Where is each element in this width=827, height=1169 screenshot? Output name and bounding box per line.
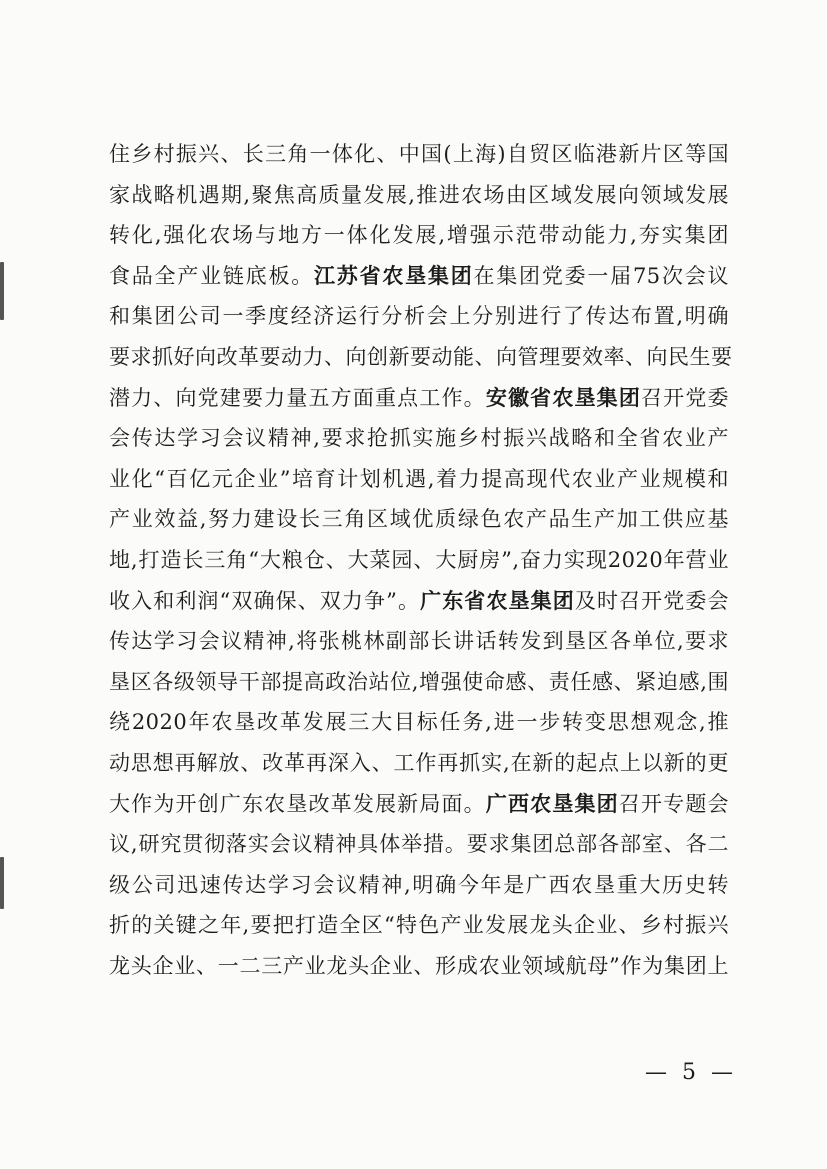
text-segment: 级公司迅速传达学习会议精神,明确今年是广西农垦重大历史转: [109, 872, 729, 897]
text-line: [109, 905, 729, 946]
text-segment: 龙头企业、一二三产业龙头企业、形成农业领域航母”作为集团上: [109, 953, 729, 978]
text-line: [109, 378, 729, 419]
text-segment: 潜力、向党建要力量五方面重点工作。: [109, 385, 486, 410]
text-segment: 绕2020年农垦改革发展三大目标任务,进一步转变思想观念,推: [109, 710, 729, 735]
text-segment: 收入和利润“双确保、双力争”。: [109, 588, 421, 613]
text-line: [109, 175, 729, 216]
text-line: [109, 581, 729, 622]
text-line: [109, 540, 729, 581]
body-text: [109, 134, 733, 986]
text-line: [109, 459, 729, 500]
text-line: [109, 824, 729, 865]
text-segment: 住乡村振兴、长三角一体化、中国(上海)自贸区临港新片区等国: [109, 142, 729, 166]
text-segment: 家战略机遇期,聚焦高质量发展,推进农场由区域发展向领域发展: [109, 182, 729, 207]
text-segment: 要求抓好向改革要动力、向创新要动能、向管理要效率、向民生要: [109, 344, 733, 369]
text-segment: 议,研究贯彻落实会议精神具体举措。要求集团总部各部室、各二: [109, 832, 729, 857]
text-line: [109, 784, 729, 825]
text-line: [109, 662, 729, 703]
text-line: [109, 256, 729, 297]
page-number: — 5 —: [645, 1060, 737, 1085]
text-segment: 传达学习会议精神,将张桃林副部长讲话转发到垦区各单位,要求: [109, 629, 729, 654]
text-segment: 和集团公司一季度经济运行分析会上分别进行了传达布置,明确: [109, 304, 729, 329]
organization-name: 江苏省农垦集团: [314, 263, 474, 288]
organization-name: 广西农垦集团: [485, 791, 619, 816]
text-segment: 业化“百亿元企业”培育计划机遇,着力提高现代农业产业规模和: [109, 466, 729, 491]
text-segment: 折的关键之年,要把打造全区“特色产业发展龙头企业、乡村振兴: [109, 913, 729, 938]
organization-name: 广东省农垦集团: [420, 588, 575, 613]
text-segment: 及时召开党委会: [574, 588, 730, 613]
text-segment: 会传达学习会议精神,要求抢抓实施乡村振兴战略和全省农业产: [109, 426, 729, 451]
text-segment: 垦区各级领导干部提高政治站位,增强使命感、责任感、紧迫感,围: [109, 669, 729, 694]
text-segment: 地,打造长三角“大粮仓、大菜园、大厨房”,奋力实现2020年营业: [109, 547, 729, 572]
text-line: [109, 418, 729, 459]
text-line: [109, 499, 729, 540]
text-segment: 转化,强化农场与地方一体化发展,增强示范带动能力,夯实集团: [109, 223, 729, 248]
text-line: [109, 296, 729, 337]
text-line: [109, 621, 729, 662]
text-segment: 产业效益,努力建设长三角区域优质绿色农产品生产加工供应基: [109, 507, 729, 532]
text-segment: 召开党委: [641, 385, 730, 410]
binding-mark-top: [0, 262, 4, 320]
text-line: [109, 215, 729, 256]
text-segment: 召开专题会: [618, 791, 730, 816]
text-line: [109, 337, 733, 378]
text-line: [109, 743, 729, 784]
text-line: [109, 946, 729, 987]
text-segment: 在集团党委一届75次会议: [473, 263, 729, 288]
text-line: [109, 134, 729, 175]
binding-mark-bottom: [0, 857, 4, 909]
text-line: [109, 865, 729, 906]
text-segment: 动思想再解放、改革再深入、工作再抓实,在新的起点上以新的更: [109, 750, 729, 775]
text-line: [109, 702, 729, 743]
text-segment: 大作为开创广东农垦改革发展新局面。: [109, 791, 486, 816]
text-segment: 食品全产业链底板。: [109, 263, 315, 288]
organization-name: 安徽省农垦集团: [485, 385, 642, 410]
